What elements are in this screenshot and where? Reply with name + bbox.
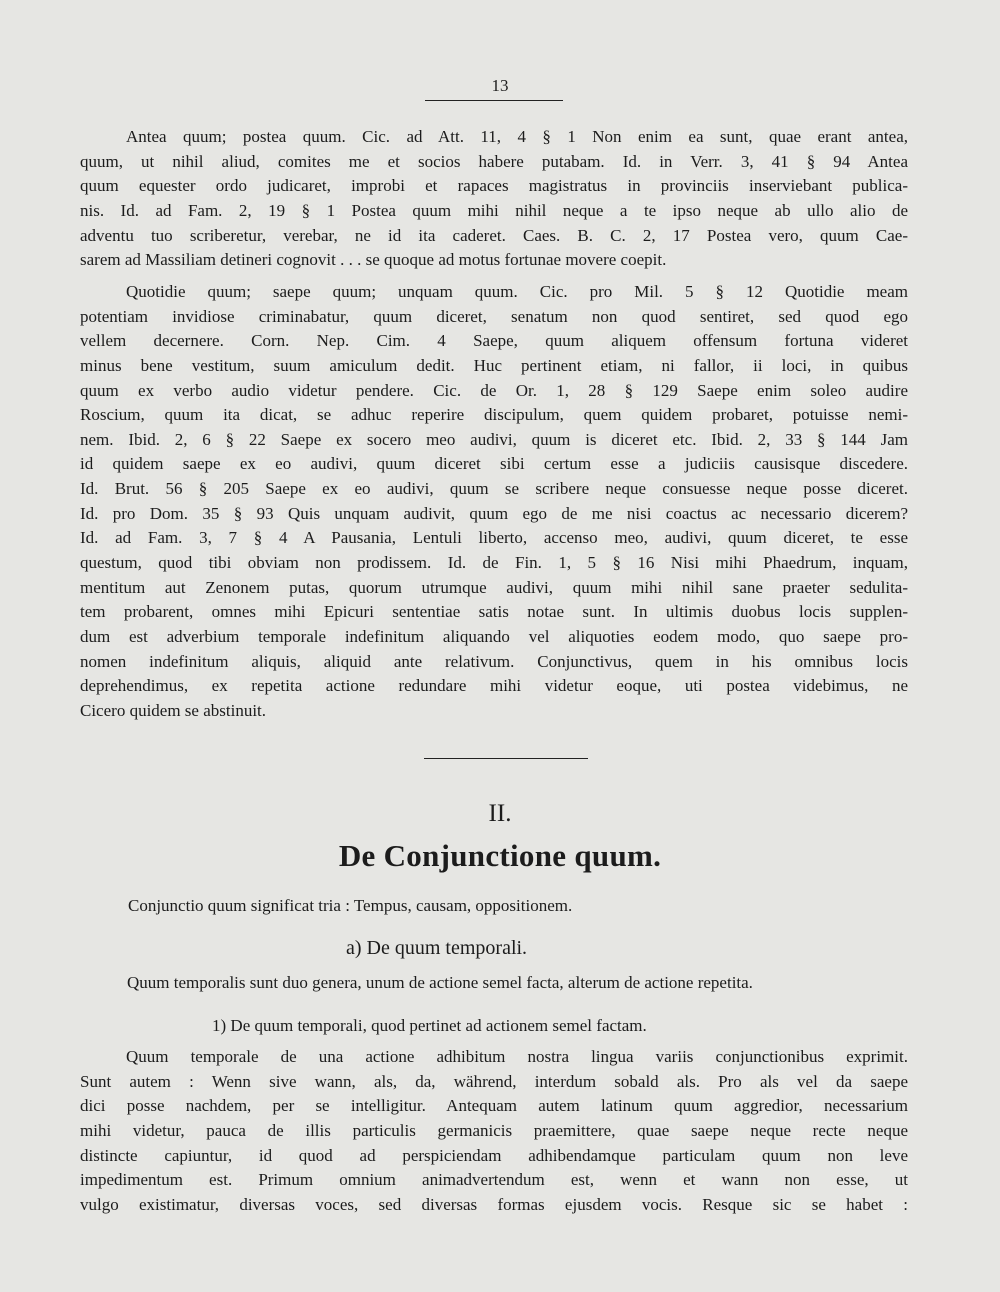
text-line: Id. ad Fam. 3, 7 § 4 A Pausania, Lentuli liberto, accenso meo, audivi, quum diceret, te esse: [80, 528, 908, 548]
section-numeral: II.: [488, 800, 512, 827]
text-line: nomen indefinitum aliquis, aliquid ante relativum. Conjunctivus, quem in his omnibus locis: [80, 651, 908, 671]
text-line: tem probarent, omnes mihi Epicuri sententiae satis notae sunt. In ultimis duobus locis supplen-: [80, 602, 908, 622]
paragraph-quotidie-saepe: [80, 280, 908, 724]
text-line: Id. pro Dom. 35 § 93 Quis unquam audivit, quum ego de me nisi coactus ac necessario dicerem?: [80, 503, 908, 523]
text-line: vulgo existimatur, diversas voces, sed diversas formas ejusdem vocis. Resque sic se habet :: [80, 1194, 908, 1214]
text-line: Quum temporale de una actione adhibitum nostra lingua variis conjunctionibus exprimit.: [126, 1047, 908, 1066]
text-line: Antea quum; postea quum. Cic. ad Att. 11, 4 § 1 Non enim ea sunt, quae erant antea,: [126, 127, 908, 146]
text-line: quum, ut nihil aliud, comites me et socios habere putabam. Id. in Verr. 3, 41 § 94 Antea: [80, 151, 908, 171]
text-line: adventu tuo scriberetur, verebar, ne id ita caderet. Caes. B. C. 2, 17 Postea vero, quum Cae-: [80, 225, 908, 245]
page-number: 13: [491, 76, 509, 95]
subsection-heading-1: 1) De quum temporali, quod pertinet ad actionem semel factam.: [212, 1016, 647, 1035]
text-line: nis. Id. ad Fam. 2, 19 § 1 Postea quum mihi nihil neque a te ipso neque ab ullo alio de: [80, 200, 908, 220]
text-line: Roscium, quum ita dicat, se adhuc reperire discipulum, quem quidem probaret, potuisse nemi-: [80, 405, 908, 425]
text-line: potentiam invidiose criminabatur, quum diceret, senatum non quod sentiret, sed quod ego: [80, 306, 908, 326]
text-line: quum ex verbo audio videtur pendere. Cic. de Or. 1, 28 § 129 Saepe enim soleo audire: [80, 380, 908, 400]
text-line: quum equester ordo judicaret, improbi et rapaces magistratus in provinciis inserviebant publica-: [80, 176, 908, 196]
header-rule: [425, 100, 563, 101]
subsection-heading-a: a) De quum temporali.: [346, 937, 528, 959]
text-line: questum, quod tibi obviam non prodissem. Id. de Fin. 1, 5 § 16 Nisi mihi Phaedrum, inquam,: [80, 553, 908, 573]
text-line: nem. Ibid. 2, 6 § 22 Saepe ex socero meo audivi, quum is diceret etc. Ibid. 2, 33 § 144 Jam: [80, 429, 908, 449]
text-line: id quidem saepe ex eo audivi, quum diceret sibi certum esse a judiciis causisque discedere.: [80, 454, 908, 474]
text-line: dici posse nachdem, per se intelligitur. Antequam autem latinum quum aggredior, necessarium: [80, 1096, 908, 1116]
text-line: minus bene vestitum, suum amiculum dedit. Huc pertinent etiam, ni fallor, ii loci, in quibus: [80, 355, 908, 375]
section-divider: [424, 758, 588, 759]
text-line: Sunt autem : Wenn sive wann, als, da, während, interdum sobald als. Pro als vel da saepe: [80, 1071, 908, 1091]
text-line: Cicero quidem se abstinuit.: [80, 700, 267, 720]
text-line: distincte capiuntur, id quod ad perspiciendam adhibendamque particulam quum non leve: [80, 1145, 908, 1165]
text-line: dum est adverbium temporale indefinitum aliquando vel aliquoties eodem modo, quo saepe pro-: [80, 626, 908, 646]
paragraph-antea-postea: [80, 125, 908, 273]
paragraph-quum-temporale: [80, 1045, 908, 1217]
text-line: Quotidie quum; saepe quum; unquam quum. Cic. pro Mil. 5 § 12 Quotidie meam: [126, 282, 908, 301]
section-title: De Conjunctione quum.: [338, 838, 662, 873]
text-line: vellem decernere. Corn. Nep. Cim. 4 Saepe, quum aliquem offensum fortuna videret: [80, 331, 908, 351]
genera-line: Quum temporalis sunt duo genera, unum de actione semel facta, alterum de actione repetita.: [127, 973, 753, 992]
text-line: impedimentum est. Primum omnium animadvertendum est, wenn et wann non esse, ut: [80, 1170, 908, 1190]
text-line: mihi videtur, pauca de illis particulis germanicis praemittere, quae saepe neque recte neque: [80, 1120, 908, 1140]
text-line: deprehendimus, ex repetita actione redundare mihi videtur eoque, uti postea videbimus, ne: [80, 676, 908, 696]
text-line: sarem ad Massiliam detineri cognovit . . . se quoque ad motus fortunae movere coepit.: [80, 250, 667, 270]
intro-line: Conjunctio quum significat tria : Tempus, causam, oppositionem.: [128, 896, 573, 915]
text-line: mentitum aut Zenonem putas, quorum utrumque audivi, quum mihi nihil sane praeter sedulita-: [80, 577, 908, 597]
text-line: Id. Brut. 56 § 205 Saepe ex eo audivi, quum se scribere neque consuesse neque posse diceret.: [80, 479, 908, 499]
